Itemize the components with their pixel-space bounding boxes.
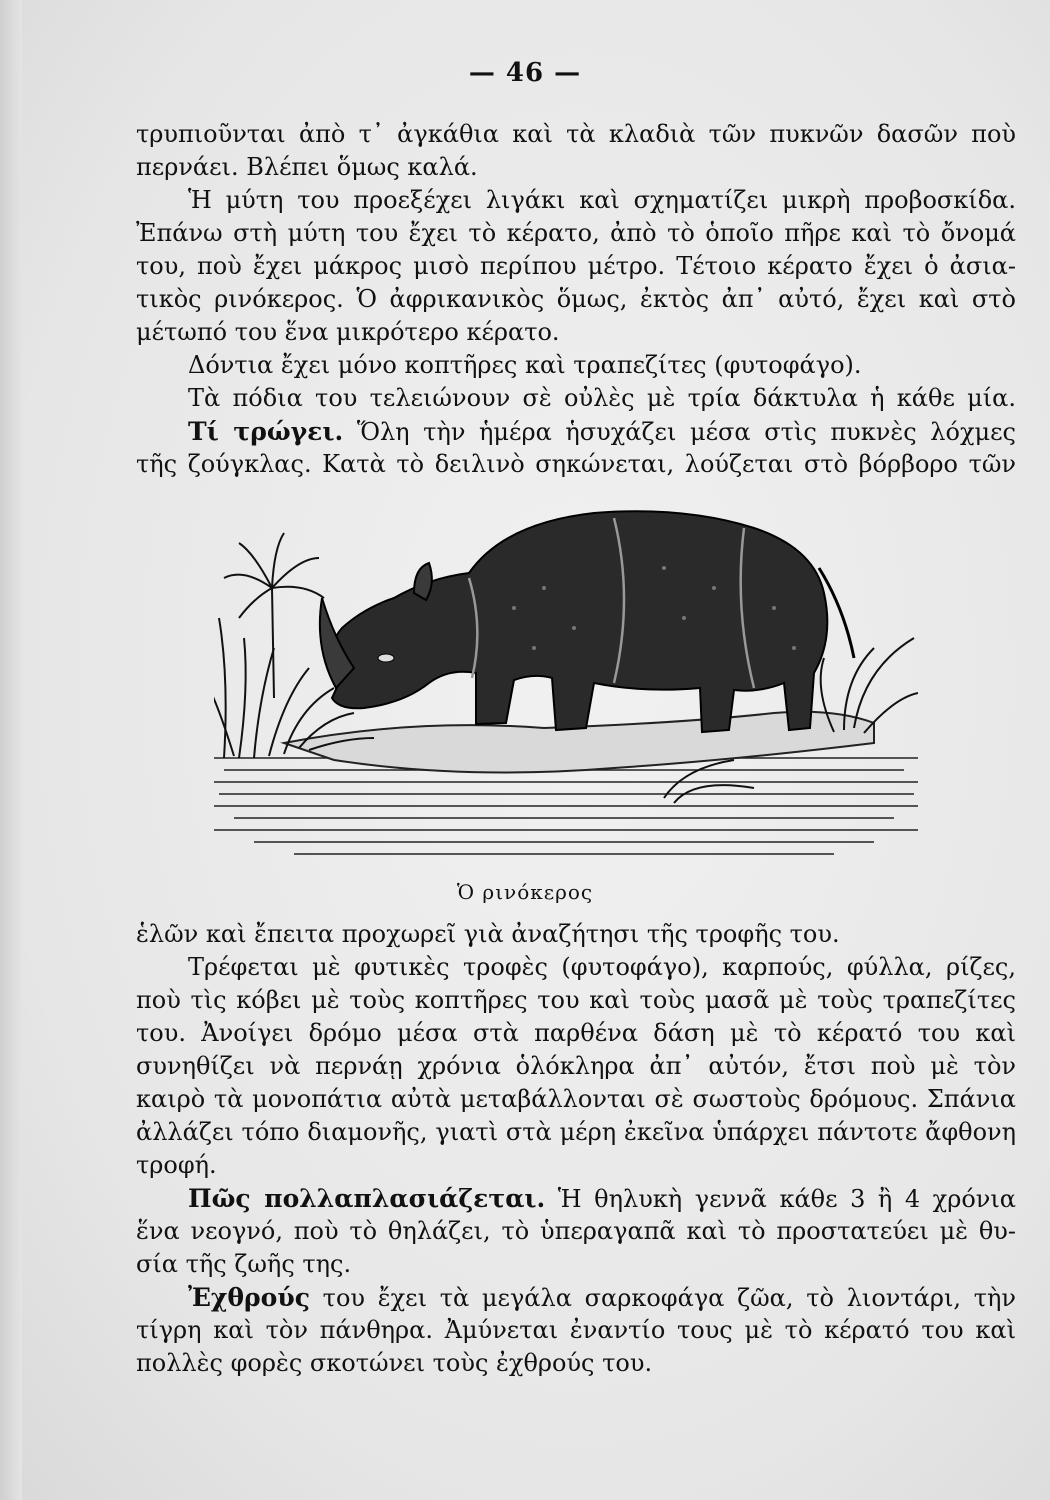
text-line: Δόντια ἔχει μόνο κοπτῆρες καὶ τραπεζίτες (φυτοφάγο). (188, 351, 862, 379)
section-heading-what-it-eats: Τί τρώγει. (188, 417, 344, 446)
top-text-block (136, 118, 1016, 481)
text-line: Ἡ μύτη του προεξέχει λιγάκι καὶ σχηματίζει μικρὴ προβοσκίδα. (188, 186, 1016, 214)
text-line: πολλὲς φορὲς σκοτώνει τοὺς ἐχθρούς του. (136, 1349, 653, 1377)
text-line: συνηθίζει νὰ περνάῃ χρόνια ὁλόκληρα ἀπ᾿ αὐτόν, ἔτσι ποὺ μὲ τὸν (136, 1052, 1016, 1080)
section-heading-enemies: Ἐχθρούς (188, 1283, 310, 1312)
figure-caption: Ὁ ρινόκερος (456, 880, 594, 904)
text-line: Τὰ πόδια του τελειώνουν σὲ οὐλὲς μὲ τρία δάκτυλα ἡ κάθε μία. (188, 384, 1016, 412)
text-line: ἀλλάζει τόπο διαμονῆς, γιατὶ στὰ μέρη ἐκεῖνα ὑπάρχει πάντοτε ἄφθονη (136, 1118, 1016, 1146)
section-heading-reproduction: Πῶς πολλαπλασιάζεται. (188, 1184, 546, 1213)
text-line: περνάει. Βλέπει ὅμως καλά. (136, 153, 478, 181)
text-line: τίγρη καὶ τὸν πάνθηρα. Ἀμύνεται ἐναντίο τους μὲ τὸ κέρατό του καὶ (136, 1316, 1016, 1344)
text-line: τῆς ζούγκλας. Κατὰ τὸ δειλινὸ σηκώνεται, λούζεται στὸ βόρβορο τῶν (136, 450, 1016, 478)
text-line-enemies (136, 1281, 1016, 1314)
page-edge-shadow (0, 0, 22, 1500)
text-line: καιρὸ τὰ μονοπάτια αὐτὰ μεταβάλλονται σὲ σωστοὺς δρόμους. Σπάνια (136, 1085, 1016, 1113)
page-number: — 46 — (468, 58, 582, 88)
text-line: ἑλῶν καὶ ἔπειτα προχωρεῖ γιὰ ἀναζήτησι τῆς τροφῆς του. (136, 920, 840, 948)
text-line: τροφή. (136, 1151, 217, 1179)
text-line-reproduction (136, 1182, 1016, 1215)
text-line: τικὸς ρινόκερος. Ὁ ἀφρικανικὸς ὅμως, ἐκτὸς ἀπ᾿ αὐτό, ἔχει καὶ στὸ (136, 285, 1016, 313)
text-line: σία τῆς ζωῆς της. (136, 1250, 352, 1278)
text-line: μέτωπό του ἕνα μικρότερο κέρατο. (136, 318, 560, 346)
text-line: του, ποὺ ἔχει μάκρος μισὸ περίπου μέτρο. Τέτοιο κέρατο ἔχει ὁ ἀσια- (136, 252, 1016, 280)
text-line: Τρέφεται μὲ φυτικὲς τροφὲς (φυτοφάγο), καρπούς, φύλλα, ρίζες, (188, 953, 1016, 981)
bottom-text-block (136, 918, 1016, 1380)
text-span: του ἔχει τὰ μεγάλα σαρκοφάγα ζῶα, τὸ λιοντάρι, τὴν (322, 1284, 1016, 1312)
text-line: ποὺ τὶς κόβει μὲ τοὺς κοπτῆρες του καὶ τοὺς μασᾶ μὲ τοὺς τραπεζίτες (136, 986, 1016, 1014)
text-line: τρυπιοῦνται ἀπὸ τ᾿ ἀγκάθια καὶ τὰ κλαδιὰ τῶν πυκνῶν δασῶν ποὺ (136, 120, 1016, 148)
text-span: Ἡ θηλυκὴ γεννᾶ κάθε 3 ἢ 4 χρόνια (557, 1185, 1016, 1213)
rhinoceros-illustration (214, 498, 918, 862)
text-line: Ἐπάνω στὴ μύτη του ἔχει τὸ κέρατο, ἀπὸ τὸ ὁποῖο πῆρε καὶ τὸ ὄνομά (136, 219, 1016, 247)
text-line: ἕνα νεογνό, ποὺ τὸ θηλάζει, τὸ ὑπεραγαπᾶ καὶ τὸ προστατεύει μὲ θυ- (136, 1217, 1016, 1245)
text-line: του. Ἀνοίγει δρόμο μέσα στὰ παρθένα δάση μὲ τὸ κέρατό του καὶ (136, 1019, 1016, 1047)
text-span: Ὅλη τὴν ἡμέρα ἡσυχάζει μέσα στὶς πυκνὲς λόχμες (356, 418, 1016, 446)
text-line-what-it-eats (136, 415, 1016, 448)
